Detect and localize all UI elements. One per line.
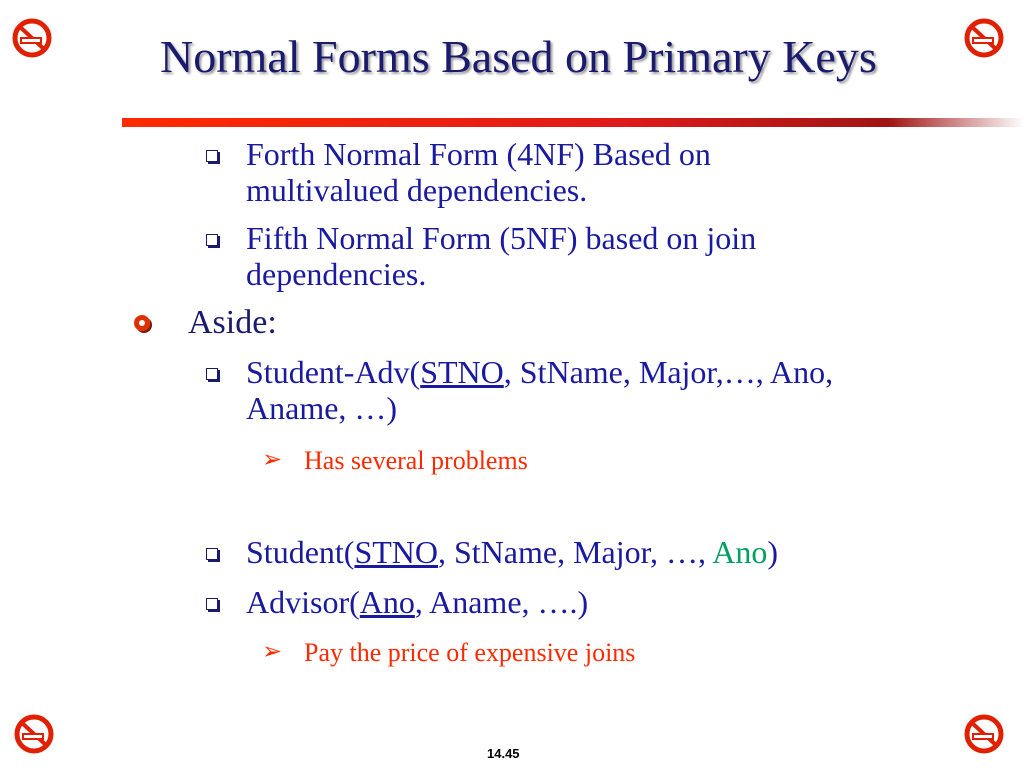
closing-paren: )	[767, 534, 779, 570]
relation-name: Student-Adv(	[246, 354, 421, 390]
bullet-student	[246, 534, 778, 570]
sub-bullet-problems: Has several problems	[304, 446, 528, 475]
foreign-key: Ano	[712, 534, 768, 570]
arrow-bullet-icon: ➢	[262, 445, 283, 473]
bullet-advisor	[246, 584, 588, 620]
attribute-list: , StName, Major,…, Ano,	[503, 354, 834, 390]
sub-bullet-joins: Pay the price of expensive joins	[304, 638, 636, 667]
no-smoking-icon	[962, 16, 1006, 60]
square-bullet-icon	[206, 150, 218, 162]
no-smoking-icon	[12, 712, 56, 756]
bullet-5nf-line1: Fifth Normal Form (5NF) based on join	[246, 220, 757, 256]
bullet-student-adv-line1	[246, 354, 833, 390]
bullet-student-adv-line2: Aname, …)	[246, 390, 398, 426]
page-number: 14.45	[487, 746, 520, 761]
bullet-4nf-line1: Forth Normal Form (4NF) Based on	[246, 136, 711, 172]
square-bullet-icon	[206, 368, 218, 380]
relation-name: Advisor(	[246, 584, 360, 620]
bullet-5nf-line2: dependencies.	[246, 256, 427, 292]
relation-name: Student(	[246, 534, 355, 570]
attribute-list: , StName, Major, …,	[438, 534, 713, 570]
no-smoking-icon	[10, 16, 54, 60]
primary-key: STNO	[420, 354, 504, 390]
primary-key: STNO	[354, 534, 438, 570]
title-underline-rule	[122, 118, 1024, 127]
bullet-4nf-line2: multivalued dependencies.	[246, 172, 588, 208]
square-bullet-icon	[206, 234, 218, 246]
square-bullet-icon	[206, 548, 218, 560]
attribute-list: , Aname, ….)	[414, 584, 589, 620]
primary-key: Ano	[359, 584, 415, 620]
arrow-bullet-icon: ➢	[262, 637, 283, 665]
slide-title: Normal Forms Based on Primary Keys	[160, 31, 877, 82]
no-smoking-icon	[962, 712, 1006, 756]
square-bullet-icon	[206, 598, 218, 610]
ring-bullet-icon	[134, 315, 150, 331]
aside-heading: Aside:	[188, 304, 277, 341]
